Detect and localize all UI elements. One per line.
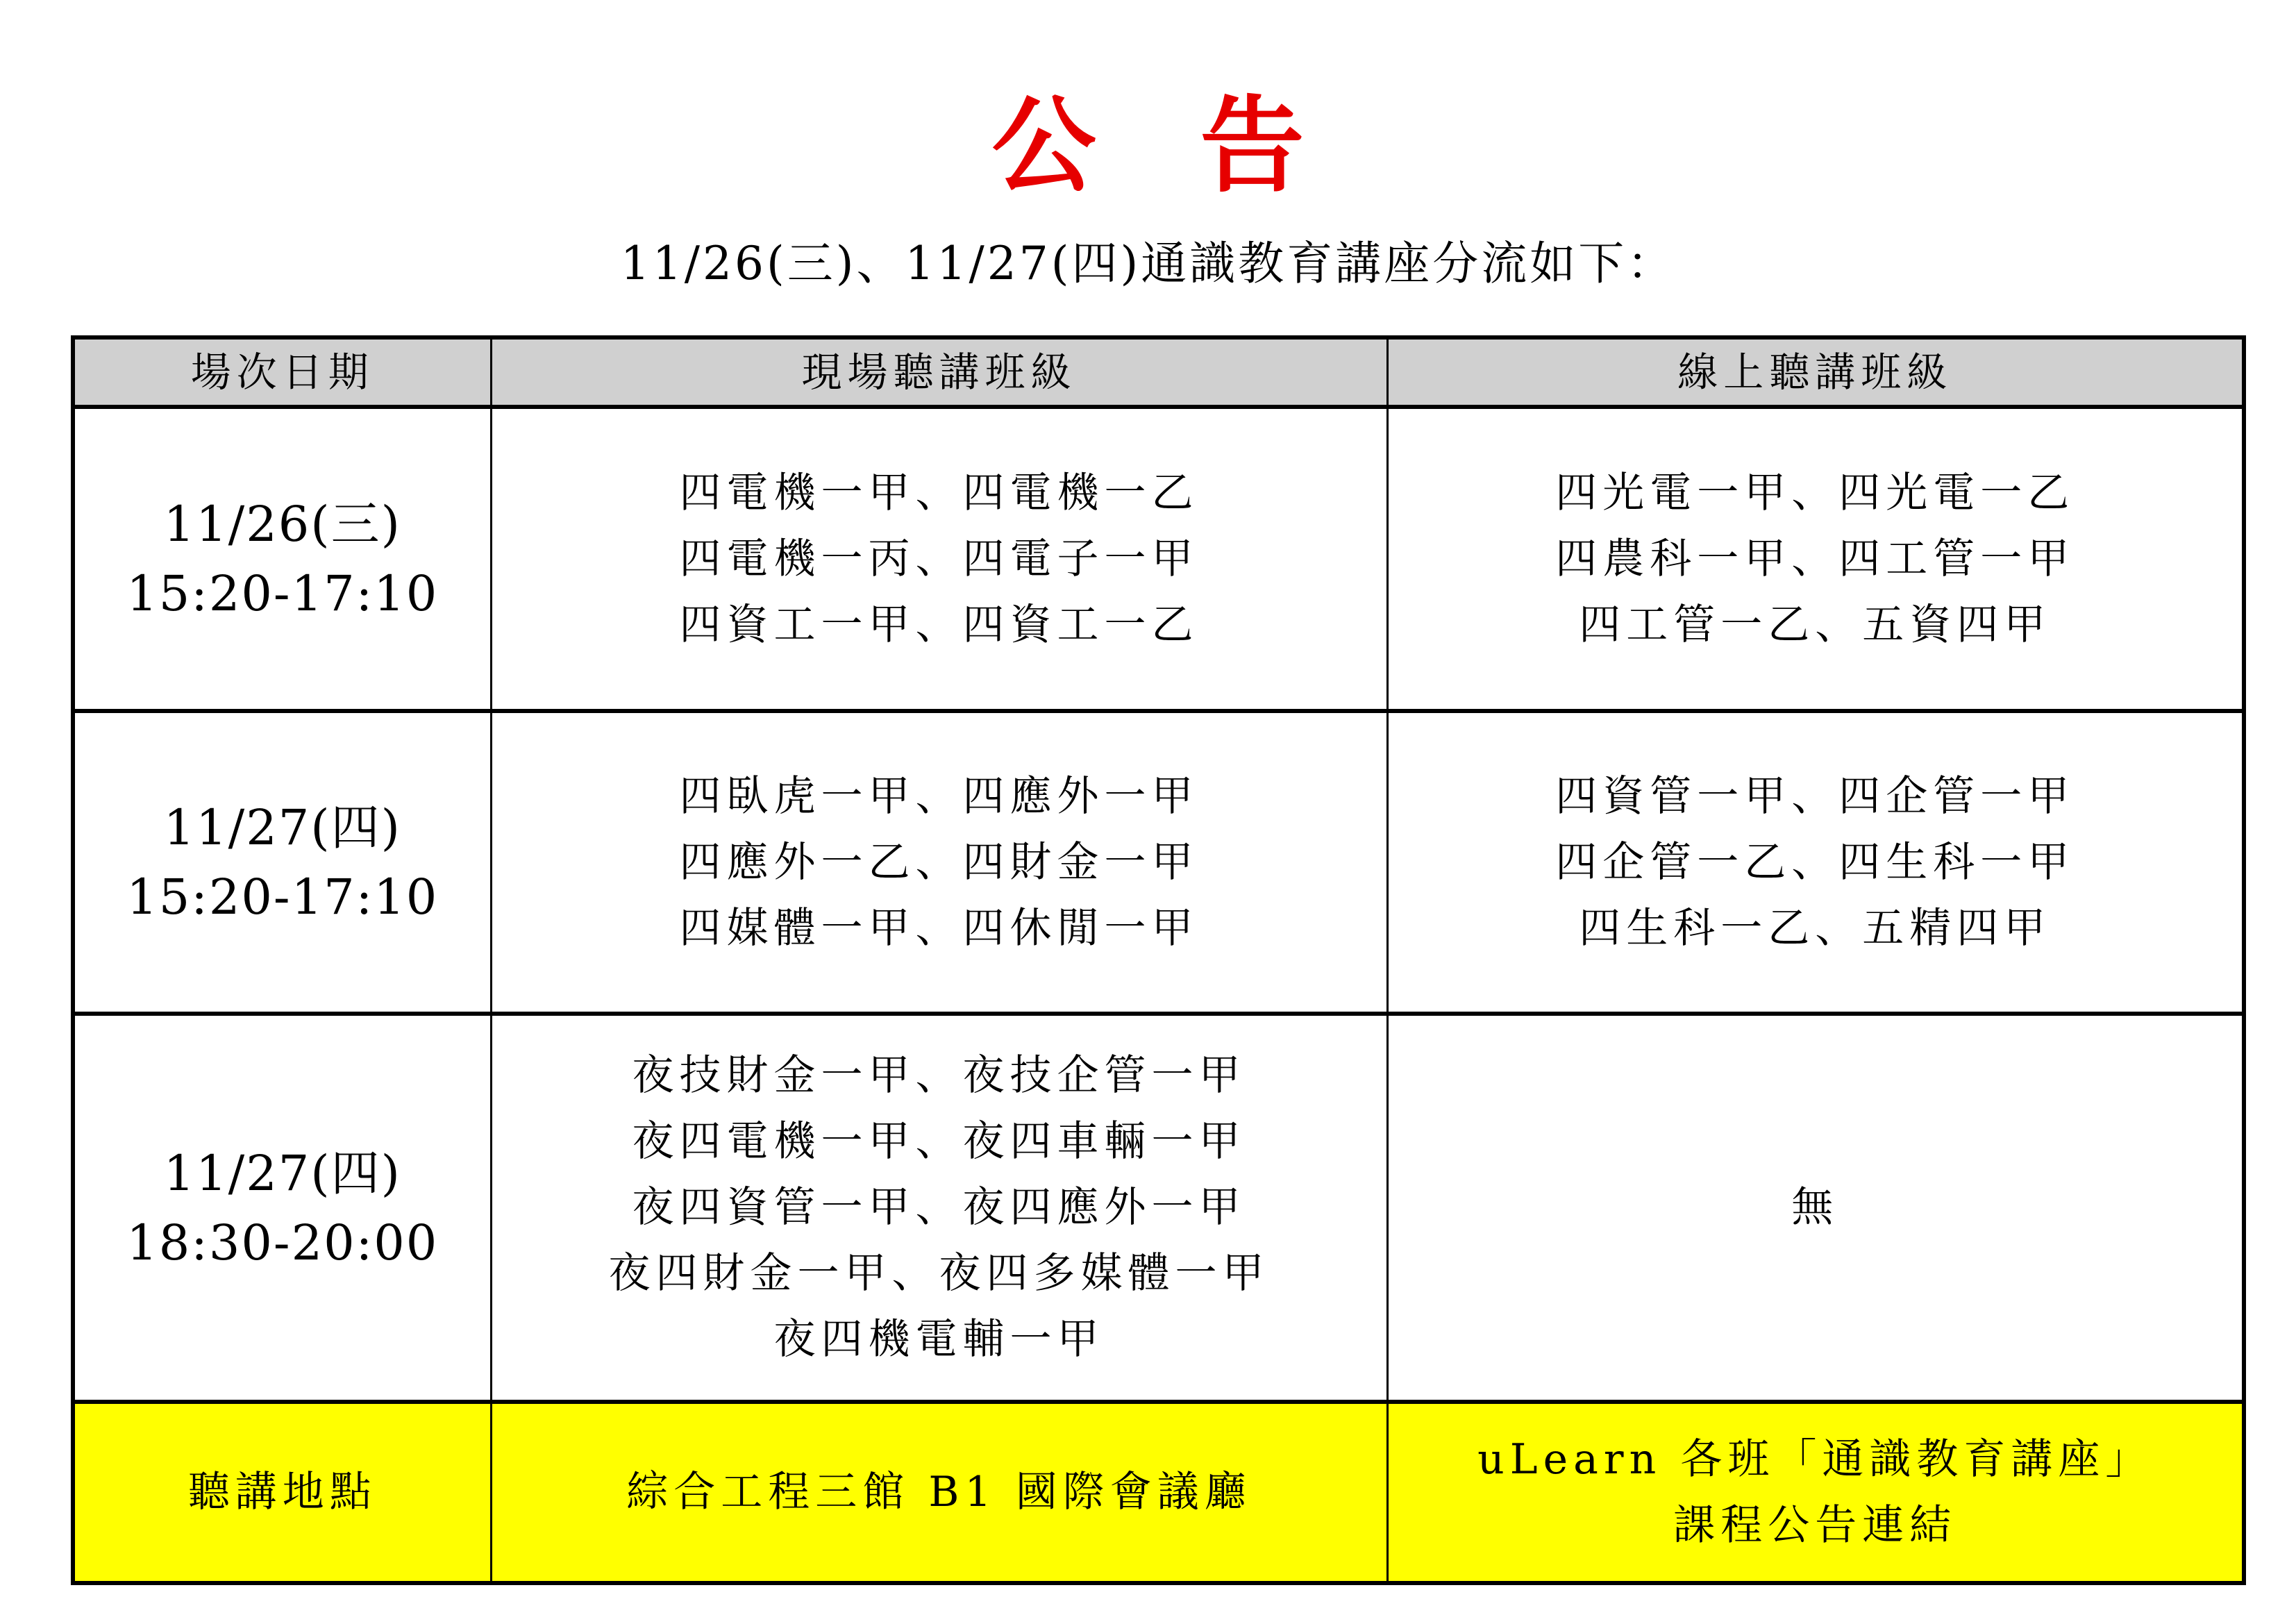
class-line: 夜四財金一甲、夜四多媒體一甲	[608, 1249, 1270, 1298]
session-date: 11/27(四)	[163, 799, 401, 856]
session-date-cell	[73, 1014, 491, 1402]
schedule-table	[71, 335, 2246, 1585]
header-onsite-classes: 現場聽講班級	[491, 337, 1387, 407]
session-date: 11/26(三)	[163, 496, 401, 553]
class-line: 無	[1791, 1183, 1839, 1232]
class-line: 四媒體一甲、四休閒一甲	[679, 903, 1199, 953]
online-classes-cell	[1387, 407, 2244, 711]
onsite-classes-cell	[491, 1014, 1387, 1402]
online-location-line: 課程公告連結	[1673, 1500, 1957, 1550]
online-location	[1387, 1402, 2244, 1583]
class-line: 四農科一甲、四工管一甲	[1555, 534, 2075, 583]
session-time: 15:20-17:10	[126, 869, 439, 926]
session-time: 18:30-20:00	[126, 1214, 439, 1271]
page-title: 公告	[991, 85, 1409, 207]
class-line: 夜四機電輔一甲	[773, 1315, 1105, 1364]
class-line: 四光電一甲、四光電一乙	[1555, 468, 2075, 517]
session-date-cell	[73, 407, 491, 711]
online-classes-cell	[1387, 1014, 2244, 1402]
table-row	[73, 407, 2244, 711]
onsite-classes-cell	[491, 711, 1387, 1014]
class-line: 四臥虎一甲、四應外一甲	[679, 771, 1199, 821]
location-row	[73, 1402, 2244, 1583]
class-line: 四電機一甲、四電機一乙	[679, 468, 1199, 517]
location-label: 聽講地點	[73, 1402, 491, 1583]
session-date: 11/27(四)	[163, 1144, 401, 1202]
onsite-location: 綜合工程三館 B1 國際會議廳	[491, 1402, 1387, 1583]
session-time: 15:20-17:10	[126, 565, 439, 622]
class-line: 四應外一乙、四財金一甲	[679, 837, 1199, 887]
announcement-subtitle: 11/26(三)、11/27(四)通識教育講座分流如下：	[620, 237, 1676, 290]
class-line: 四生科一乙、五精四甲	[1579, 903, 2052, 953]
class-line: 四工管一乙、五資四甲	[1579, 600, 2052, 649]
class-line: 四電機一丙、四電子一甲	[679, 534, 1199, 583]
class-line: 夜四電機一甲、夜四車輛一甲	[632, 1117, 1246, 1166]
class-line: 四資管一甲、四企管一甲	[1555, 771, 2075, 821]
table-row	[73, 1014, 2244, 1402]
class-line: 四資工一甲、四資工一乙	[679, 600, 1199, 649]
class-line: 夜技財金一甲、夜技企管一甲	[632, 1051, 1246, 1100]
header-session-date: 場次日期	[73, 337, 491, 407]
online-classes-cell	[1387, 711, 2244, 1014]
session-date-cell	[73, 711, 491, 1014]
onsite-classes-cell	[491, 407, 1387, 711]
table-row	[73, 711, 2244, 1014]
online-location-line: uLearn 各班「通識教育講座」	[1477, 1434, 2153, 1484]
header-online-classes: 線上聽講班級	[1387, 337, 2244, 407]
table-header-row	[73, 337, 2244, 407]
class-line: 四企管一乙、四生科一甲	[1555, 837, 2075, 887]
class-line: 夜四資管一甲、夜四應外一甲	[632, 1183, 1246, 1232]
